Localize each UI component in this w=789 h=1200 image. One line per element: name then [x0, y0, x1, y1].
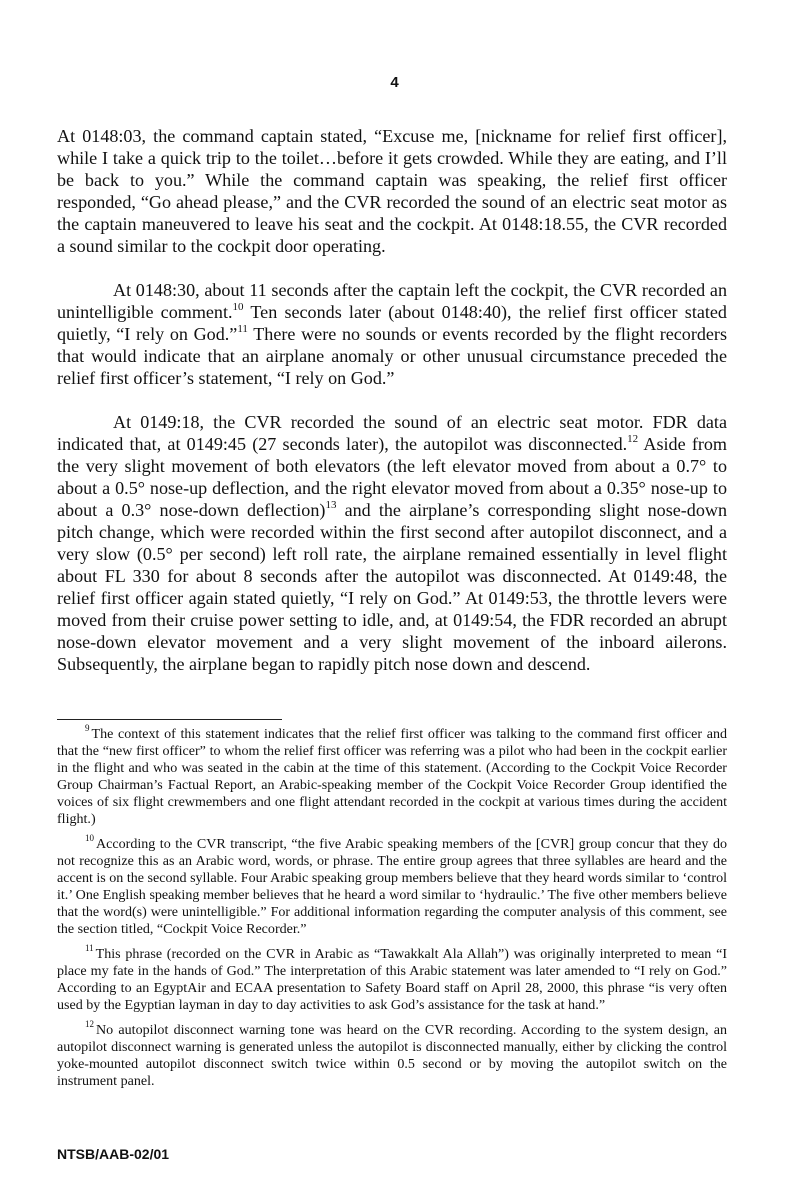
footnote-text: This phrase (recorded on the CVR in Arabic as “Tawakkalt Ala Allah”) was originally interpreted to mean “I place my fate in the hands of God.” The interpretation of this Arabic statement was later amended to “I rely on God.” According to an EgyptAir and ECAA presentation to Safety Board staff on April 28, 2000, this phrase “is very often used by the Egyptian layman in day to day activities to ask God’s assistance for the task at hand.” [57, 946, 727, 1013]
body-text [57, 125, 727, 697]
paragraph-3-text-b: Aside from the very slight movement of both elevators (the left elevator moved from about a 0.7° to about a 0.5° nose-up deflection, and the right elevator moved from about a 0.35° nose-up to about a 0.3° nose-down deflection) [57, 434, 727, 520]
footnote-text: According to the CVR transcript, “the five Arabic speaking members of the [CVR] group concur that they do not recognize this as an Arabic word, words, or phrase. The entire group agrees that three syllables are heard and the accent is on the second syllable. Four Arabic speaking group members believe that they heard words similar to ‘control it.’ One English speaking member believes that he heard a word similar to ‘hydraulic.’ The five other members believe that the word(s) were unintelligible.” For additional information regarding the computer analysis of this comment, see the section titled, “Cockpit Voice Recorder.” [57, 836, 727, 937]
footnote-number: 10 [85, 833, 94, 844]
footnote-divider [57, 719, 282, 720]
footnote-text: The context of this statement indicates that the relief first officer was talking to the command first officer and that the “new first officer” to whom the relief first officer was referring was a pilot who had been in the cockpit earlier in the flight and who was seated in the cabin at the time of this statement. (According to the Cockpit Voice Recorder Group Chairman’s Factual Report, an Arabic-speaking member of the Cockpit Voice Recorder Group identified the voices of six flight crewmembers and one flight attendant recorded in the cockpit at various times during the accident flight.) [57, 726, 727, 827]
footnotes [57, 723, 727, 1098]
paragraph-3 [57, 411, 727, 675]
footnote-ref-11: 11 [237, 322, 248, 335]
footnote-ref-10: 10 [232, 300, 244, 313]
footnote-text: No autopilot disconnect warning tone was heard on the CVR recording. According to the system design, an autopilot disconnect warning is generated unless the autopilot is disconnected manually, either by clicking the control yoke-mounted autopilot disconnect switch twice within 0.5 second or by moving the autopilot switch on the instrument panel. [57, 1022, 727, 1089]
footnote-10 [57, 833, 727, 938]
footnote-12 [57, 1019, 727, 1090]
footnote-11 [57, 943, 727, 1014]
paragraph-3-text-c: and the airplane’s corresponding slight nose-down pitch change, which were recorded within the first second after autopilot disconnect, and a very slow (0.5° per second) left roll rate, the airplane remained essentially in level flight about FL 330 for about 8 seconds after the autopilot was disconnected. At 0149:48, the relief first officer again stated quietly, “I rely on God.” At 0149:53, the throttle levers were moved from their cruise power setting to idle, and, at 0149:54, the FDR recorded an abrupt nose-down elevator movement and a very slight movement of the inboard ailerons. Subsequently, the airplane began to rapidly pitch nose down and descend. [57, 500, 727, 674]
paragraph-2-text-b: Ten seconds later (about 0148:40), the relief first officer stated quietly, “I rely on God.” [57, 302, 727, 344]
footnote-number: 11 [85, 943, 94, 954]
footnote-number: 12 [85, 1019, 94, 1030]
footnote-ref-12: 12 [627, 432, 639, 445]
footnote-ref-13: 13 [325, 498, 337, 511]
footnote-9 [57, 723, 727, 828]
paragraph-2-text-c: There were no sounds or events recorded by the flight recorders that would indicate that an airplane anomaly or other unusual circumstance preceded the relief first officer’s statement, “I rely on God.” [57, 324, 727, 388]
paragraph-1-text: At 0148:03, the command captain stated, “Excuse me, [nickname for relief first officer], while I take a quick trip to the toilet…before it gets crowded. While they are eating, and I’ll be back to you.” While the command captain was speaking, the relief first officer responded, “Go ahead please,” and the CVR recorded the sound of an electric seat motor as the captain maneuvered to leave his seat and the cockpit. At 0148:18.55, the CVR recorded a sound similar to the cockpit door operating. [57, 126, 727, 256]
page-number: 4 [390, 74, 399, 91]
footnote-number: 9 [85, 723, 90, 734]
paragraph-2 [57, 279, 727, 389]
report-id: NTSB/AAB-02/01 [57, 1146, 170, 1162]
paragraph-2-text-a: At 0148:30, about 11 seconds after the captain left the cockpit, the CVR recorded an unintelligible comment. [57, 280, 727, 322]
paragraph-1 [57, 125, 727, 257]
paragraph-3-text-a: At 0149:18, the CVR recorded the sound of an electric seat motor. FDR data indicated that, at 0149:45 (27 seconds later), the autopilot was disconnected. [57, 412, 727, 454]
